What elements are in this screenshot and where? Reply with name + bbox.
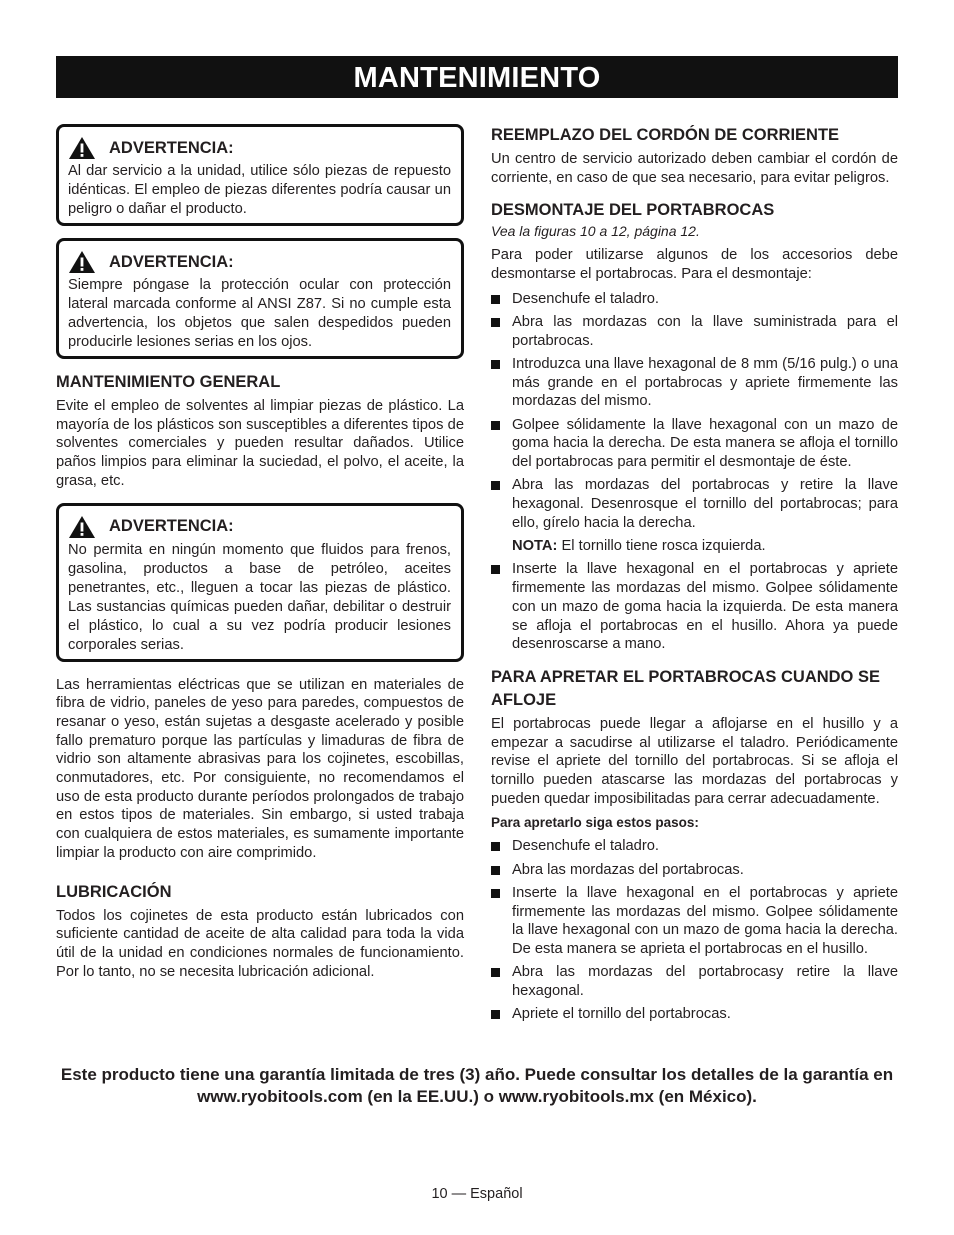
square-bullet-icon xyxy=(491,968,500,977)
tighten-steps-list xyxy=(491,837,898,1023)
figure-reference: Vea la figuras 10 a 12, página 12. xyxy=(491,223,700,240)
square-bullet-icon xyxy=(491,866,500,875)
page-title: MANTENIMIENTO xyxy=(353,62,601,94)
warning-title: ADVERTENCIA: xyxy=(109,517,234,536)
list-item: Desenchufe el taladro. xyxy=(491,290,898,309)
note-label: NOTA: xyxy=(512,537,558,554)
warning-title: ADVERTENCIA: xyxy=(109,138,234,157)
note-text: El tornillo tiene rosca izquierda. xyxy=(557,537,766,554)
warning-text: No permita en ningún momento que fluidos para frenos, gasolina, productos a base de petróleo, aceites penetrantes, etc., lleguen a tocar las piezas de plástico. Las sustancias químicas pueden dañar, debilitar o destruir el plástico, lo cual a su vez podría producir lesiones corporales serias. xyxy=(68,541,451,653)
fiberglass-paragraph: Las herramientas eléctricas que se utilizan en materiales de fibra de vidrio, paneles de yeso para paredes, compuestos de resanar o yeso, están sujetas a desgaste acelerado y posible fallo prematuro porque las partículas y limaduras de fibra de vidrio son altamente abrasivas para los cojinetes, escobillas, conmutadores, etc. Por consiguiente, no recomendamos el uso de esta producto durante períodos prolongados de trabajo en estos tipos de materiales. Sin embargo, si usted trabaja con cualquiera de estos materiales, es sumamente importante limpiar la producto con aire comprimido. xyxy=(56,676,464,861)
note xyxy=(491,537,898,556)
list-item: Abra las mordazas del portabrocas y retire la llave hexagonal. Desenrosque el tornillo del portabrocas; para ello, gírelo hacia la derecha. xyxy=(491,476,898,532)
warning-header xyxy=(68,250,451,274)
square-bullet-icon xyxy=(491,889,500,898)
section-heading-lubrication: LUBRICACIÓN xyxy=(56,882,172,901)
warning-triangle-icon xyxy=(68,515,96,539)
list-item: Inserte la llave hexagonal en el portabrocas y apriete firmemente las mordazas del mismo. Golpee sólidamente la llave hexagonal con un mazo de goma hacia la derecha. De esta manera se aprieta el portabrocas en el husillo. xyxy=(491,884,898,959)
removal-intro: Para poder utilizarse algunos de los accesorios debe desmontarse el portabrocas. Para el desmontaje: xyxy=(491,247,898,283)
removal-steps-list-continued xyxy=(491,560,898,654)
warning-header xyxy=(68,136,451,160)
cord-text: Un centro de servicio autorizado deben cambiar el cordón de corriente, en caso de que sea necesario, para evitar peligros. xyxy=(491,151,898,186)
square-bullet-icon xyxy=(491,565,500,574)
warning-box-3 xyxy=(56,503,464,662)
list-item: Introduzca una llave hexagonal de 8 mm (5/16 pulg.) o una más grande en el portabrocas y apriete firmemente las mordazas del mismo. xyxy=(491,355,898,411)
warning-header xyxy=(68,515,451,539)
list-item: Golpee sólidamente la llave hexagonal con un mazo de goma hacia la derecha. De esta manera se afloja el tornillo del portabrocas para permitir el desmontaje de éste. xyxy=(491,416,898,472)
left-column xyxy=(56,124,464,993)
square-bullet-icon xyxy=(491,481,500,490)
square-bullet-icon xyxy=(491,318,500,327)
tighten-steps-label: Para apretarlo siga estos pasos: xyxy=(491,815,699,831)
warning-triangle-icon xyxy=(68,136,96,160)
section-heading-tighten: PARA APRETAR EL PORTABROCAS CUANDO SE AFLOJE xyxy=(491,667,880,709)
section-heading-cord: REEMPLAZO DEL CORDÓN DE CORRIENTE xyxy=(491,126,840,144)
square-bullet-icon xyxy=(491,295,500,304)
section-heading-general: MANTENIMIENTO GENERAL xyxy=(56,373,281,391)
section-heading-removal: DESMONTAJE DEL PORTABROCAS xyxy=(491,201,775,220)
warning-box-1 xyxy=(56,124,464,226)
general-maintenance-text: Evite el empleo de solventes al limpiar piezas de plástico. La mayoría de los plásticos son susceptibles a diferentes tipos de solventes comerciales y pueden resultar dañados. Utilice paños limpios para eliminar la suciedad, el polvo, el aceite, la grasa, etc. xyxy=(56,398,464,489)
list-item: Abra las mordazas con la llave suministrada para el portabrocas. xyxy=(491,313,898,350)
removal-steps-list xyxy=(491,290,898,532)
square-bullet-icon xyxy=(491,421,500,430)
warning-title: ADVERTENCIA: xyxy=(109,252,234,271)
square-bullet-icon xyxy=(491,360,500,369)
list-item: Desenchufe el taladro. xyxy=(491,837,898,856)
list-item: Inserte la llave hexagonal en el portabrocas y apriete firmemente las mordazas del mismo. Golpee sólidamente con un mazo de goma hacia la izquierda. De esta manera se afloja el portabrocas en el husillo. Ahora ya puede desenroscarse a mano. xyxy=(491,560,898,654)
list-item: Apriete el tornillo del portabrocas. xyxy=(491,1005,898,1024)
warning-text: Al dar servicio a la unidad, utilice sólo piezas de repuesto idénticas. El empleo de piezas diferentes podría causar un peligro o dañar el producto. xyxy=(68,163,451,217)
tighten-text: El portabrocas puede llegar a aflojarse en el husillo y a empezar a sacudirse al utilizarse el taladro. Periódicamente revise el apriete del tornillo del portabrocas. Si se afloja el tornillo pueden atascarse las mordazas del portabrocas y pueden quedar imposibilitadas para cerrar adecuadamente. xyxy=(491,715,898,807)
warning-text: Siempre póngase la protección ocular con protección lateral marcada conforme al ANSI Z87. Si no cumple esta advertencia, los objetos que salen despedidos pueden producirle lesiones serias en los ojos. xyxy=(68,277,451,350)
page-footer: 10 — Español xyxy=(431,1186,523,1202)
list-item: Abra las mordazas del portabrocasy retire la llave hexagonal. xyxy=(491,963,898,1000)
square-bullet-icon xyxy=(491,1010,500,1019)
warning-box-2 xyxy=(56,238,464,359)
right-column xyxy=(491,124,898,1034)
list-item: Abra las mordazas del portabrocas. xyxy=(491,861,898,880)
lubrication-text: Todos los cojinetes de esta producto están lubricados con suficiente cantidad de aceite de alta calidad para toda la vida útil de la unidad en condiciones normales de funcionamiento. Por lo tanto, no se necesita lubricación adicional. xyxy=(56,907,464,980)
warranty-notice: Este producto tiene una garantía limitada de tres (3) año. Puede consultar los detalles de la garantía en www.ryobitools.com (en la EE.UU.) o www.ryobitools.mx (en México). xyxy=(60,1065,894,1106)
warning-triangle-icon xyxy=(68,250,96,274)
page-title-bar xyxy=(56,56,898,98)
square-bullet-icon xyxy=(491,842,500,851)
